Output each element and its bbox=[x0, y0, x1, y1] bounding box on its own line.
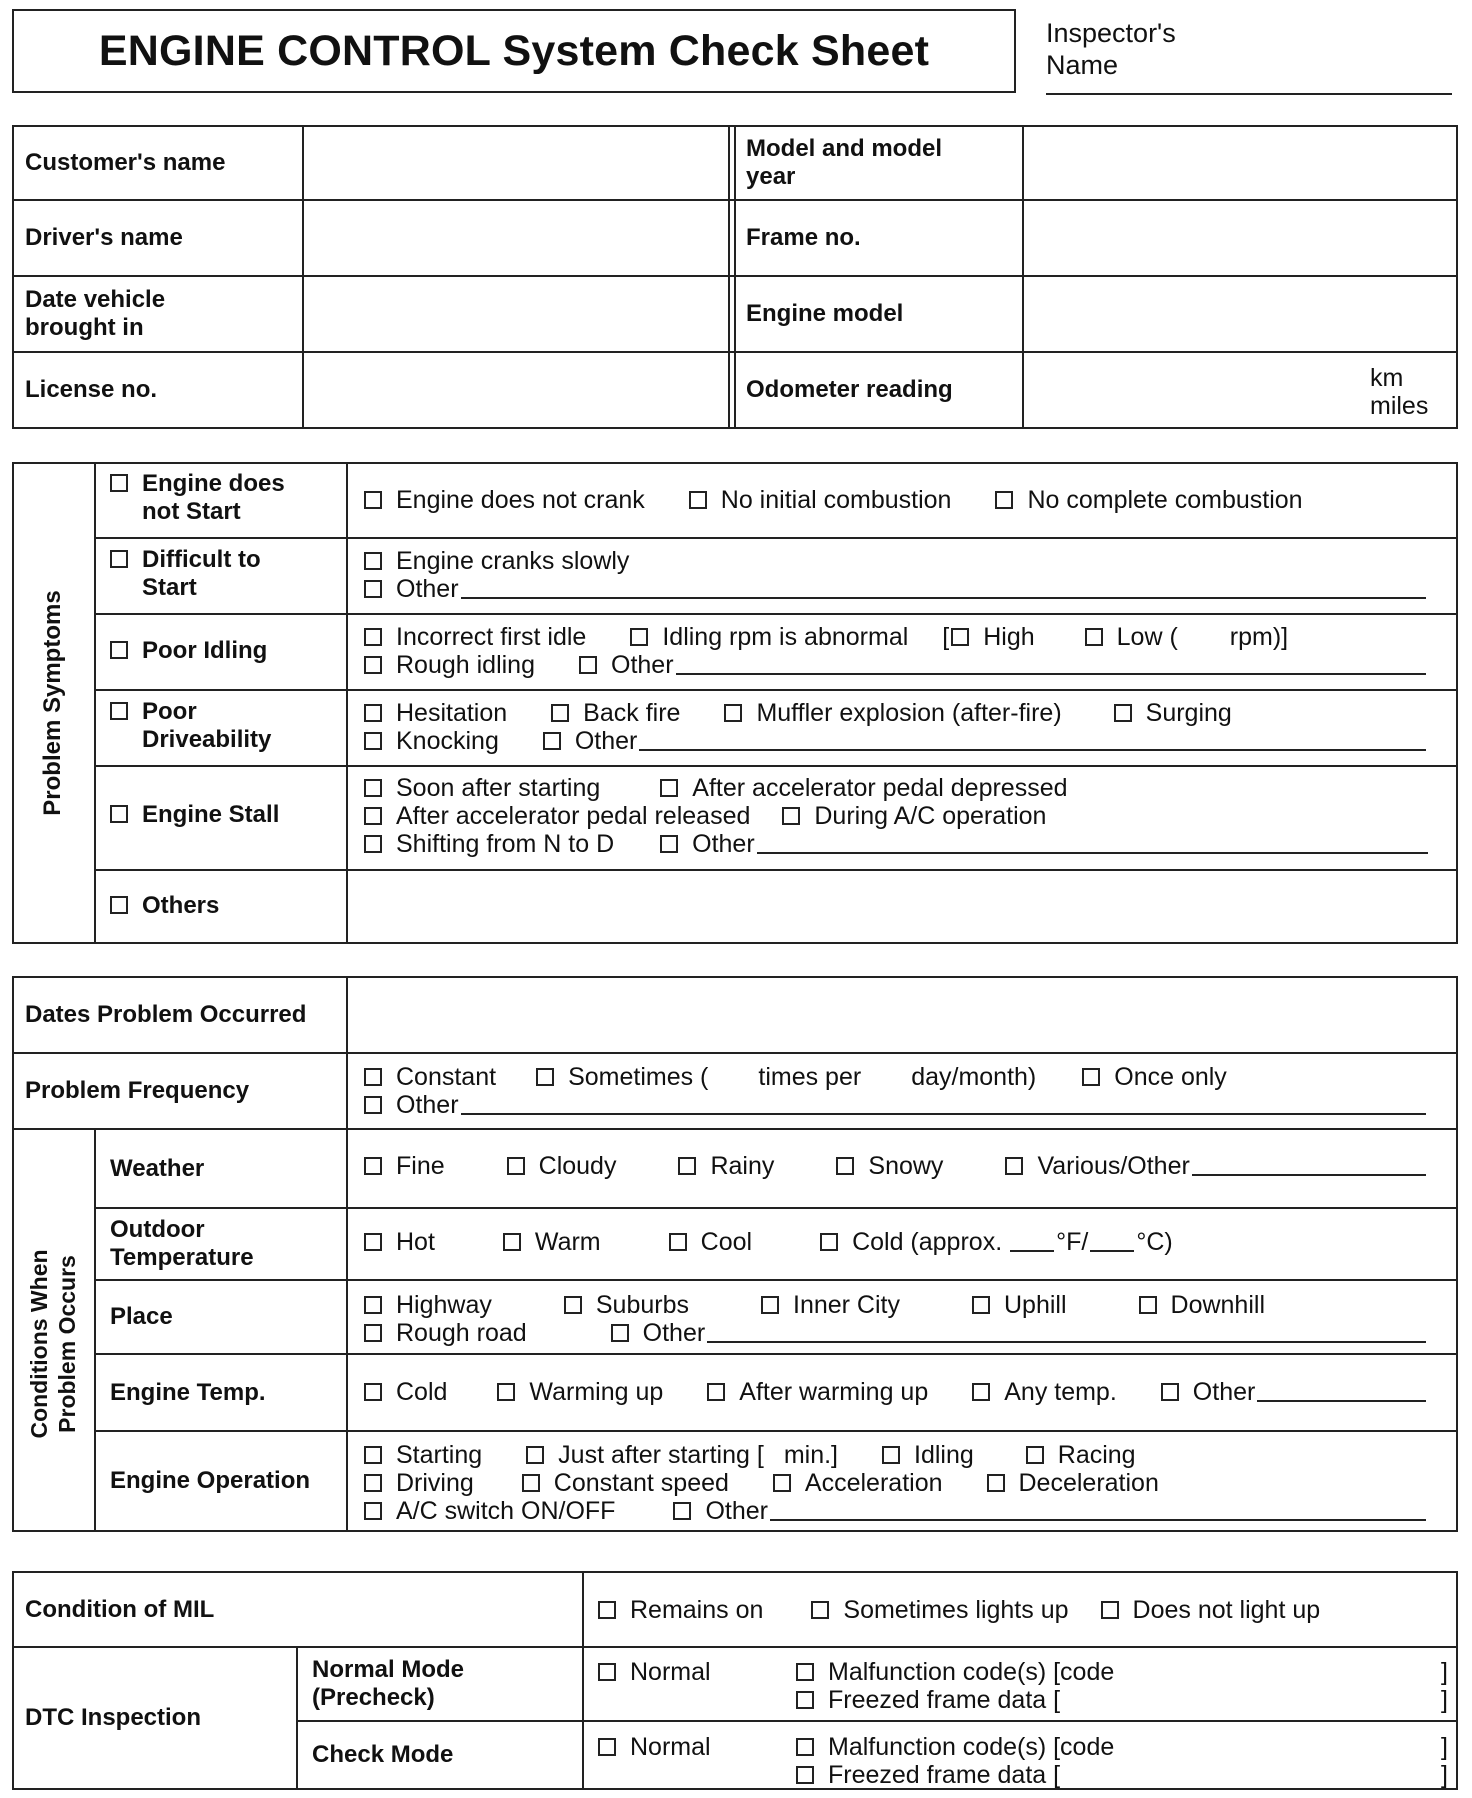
model-year-field[interactable] bbox=[1024, 127, 1456, 199]
option[interactable]: Any temp. bbox=[972, 1378, 1117, 1406]
option[interactable]: Knocking bbox=[364, 727, 499, 755]
title-box bbox=[12, 9, 1016, 93]
outdoor-temp-label: Outdoor Temperature bbox=[110, 1216, 254, 1271]
option[interactable]: Remains on bbox=[598, 1596, 763, 1624]
option[interactable]: Downhill bbox=[1139, 1291, 1265, 1319]
symptom-poor-idling[interactable]: Poor Idling bbox=[110, 637, 340, 665]
option[interactable]: Rough idling bbox=[364, 651, 535, 679]
option[interactable]: Idling rpm is abnormal bbox=[630, 623, 908, 651]
engine-model-field[interactable] bbox=[1024, 277, 1456, 351]
drivers-name-label: Driver's name bbox=[25, 224, 183, 251]
option[interactable]: Rainy bbox=[678, 1152, 774, 1180]
engine-temp-options bbox=[364, 1378, 1426, 1406]
normal-mode-label: Normal Mode (Precheck) bbox=[312, 1656, 465, 1711]
option[interactable]: Various/Other bbox=[1005, 1152, 1189, 1180]
symptom-options-no-start bbox=[364, 486, 1444, 514]
option[interactable]: Racing bbox=[1026, 1441, 1136, 1469]
fill-line[interactable] bbox=[707, 1323, 1426, 1343]
option-freezed-frame[interactable]: Freezed frame data [ bbox=[796, 1686, 1060, 1714]
license-no-field[interactable] bbox=[304, 353, 728, 427]
option[interactable]: Engine cranks slowly bbox=[364, 547, 629, 575]
checkbox[interactable] bbox=[110, 474, 128, 492]
option[interactable]: Just after starting [ bbox=[526, 1441, 764, 1469]
option[interactable]: Back fire bbox=[551, 699, 680, 727]
option[interactable]: Muffler explosion (after-fire) bbox=[724, 699, 1061, 727]
inspector-name-field[interactable] bbox=[1046, 17, 1452, 95]
engine-operation-label: Engine Operation bbox=[110, 1467, 311, 1494]
option[interactable]: Rough road bbox=[364, 1319, 527, 1347]
option[interactable]: Other bbox=[579, 651, 674, 679]
mil-condition-label: Condition of MIL bbox=[25, 1595, 215, 1623]
place-options bbox=[364, 1291, 1426, 1347]
option[interactable]: During A/C operation bbox=[782, 802, 1046, 830]
option[interactable]: Starting bbox=[364, 1441, 482, 1469]
weather-options bbox=[364, 1152, 1426, 1180]
option[interactable]: Engine does not crank bbox=[364, 486, 645, 514]
option[interactable]: Surging bbox=[1114, 699, 1232, 727]
page-title: ENGINE CONTROL System Check Sheet bbox=[98, 26, 930, 75]
option[interactable]: Sometimes lights up bbox=[811, 1596, 1068, 1624]
symptom-options-stall bbox=[364, 774, 1428, 858]
symptom-options-idling: Incorrect first idle Idling rpm is abnormal [ High Low ( rpm)] Rough idling Other bbox=[364, 623, 1426, 679]
option-sometimes[interactable]: Sometimes ( bbox=[536, 1063, 708, 1091]
frame-no-field[interactable] bbox=[1024, 201, 1456, 275]
option[interactable]: Other bbox=[611, 1319, 706, 1347]
outdoor-temp-options bbox=[364, 1228, 1426, 1256]
option[interactable]: Uphill bbox=[972, 1291, 1067, 1319]
symptom-options-driveability bbox=[364, 699, 1426, 755]
option-malfunction[interactable]: Malfunction code(s) [code bbox=[796, 1733, 1114, 1761]
license-no-label: License no. bbox=[25, 376, 158, 403]
option[interactable]: Idling bbox=[882, 1441, 974, 1469]
option[interactable]: Other bbox=[673, 1497, 768, 1525]
option[interactable]: Cold bbox=[364, 1378, 447, 1406]
option[interactable]: Highway bbox=[364, 1291, 492, 1319]
checkbox[interactable] bbox=[110, 805, 128, 823]
check-mode-label: Check Mode bbox=[312, 1741, 454, 1768]
fill-line[interactable] bbox=[1192, 1156, 1426, 1176]
option[interactable]: Other bbox=[660, 830, 755, 858]
option[interactable]: Soon after starting bbox=[364, 774, 600, 802]
option-freezed-frame[interactable]: Freezed frame data [ bbox=[796, 1761, 1060, 1789]
option[interactable]: Snowy bbox=[836, 1152, 943, 1180]
fill-line[interactable] bbox=[676, 655, 1426, 675]
option[interactable]: No complete combustion bbox=[995, 486, 1302, 514]
place-label: Place bbox=[110, 1303, 173, 1330]
problem-symptoms-label: Problem Symptoms bbox=[39, 590, 66, 816]
option[interactable]: After accelerator pedal released bbox=[364, 802, 750, 830]
option[interactable]: Does not light up bbox=[1101, 1596, 1321, 1624]
option[interactable]: Inner City bbox=[761, 1291, 900, 1319]
engine-model-label: Engine model bbox=[746, 300, 904, 327]
checkbox[interactable] bbox=[110, 702, 128, 720]
odometer-label: Odometer reading bbox=[746, 376, 953, 403]
bracket: ] bbox=[1441, 1761, 1448, 1789]
option[interactable]: Cool bbox=[669, 1228, 752, 1256]
mil-options bbox=[598, 1596, 1448, 1624]
option-once-only[interactable]: Once only bbox=[1082, 1063, 1227, 1091]
fill-line[interactable] bbox=[461, 1095, 1426, 1115]
date-brought-in-field[interactable] bbox=[304, 277, 728, 351]
option-other[interactable]: Other bbox=[364, 1091, 459, 1119]
fill-line[interactable] bbox=[757, 834, 1428, 854]
frame-no-label: Frame no. bbox=[746, 224, 861, 251]
option[interactable]: Shifting from N to D bbox=[364, 830, 614, 858]
option[interactable]: Suburbs bbox=[564, 1291, 689, 1319]
option[interactable]: Warming up bbox=[497, 1378, 663, 1406]
minutes-text: min.] bbox=[783, 1441, 838, 1469]
dtc-inspection-label: DTC Inspection bbox=[25, 1704, 202, 1731]
option[interactable]: A/C switch ON/OFF bbox=[364, 1497, 615, 1525]
option[interactable]: Warm bbox=[503, 1228, 601, 1256]
day-month-text: day/month) bbox=[911, 1063, 1037, 1091]
option[interactable]: Low ( bbox=[1085, 623, 1178, 651]
option[interactable]: Other bbox=[1161, 1378, 1256, 1406]
bracket: ] bbox=[1441, 1658, 1448, 1686]
odometer-miles-unit: miles bbox=[1370, 392, 1429, 420]
bracket: ] bbox=[1441, 1686, 1448, 1714]
checkbox[interactable] bbox=[110, 896, 128, 914]
symptom-options-difficult bbox=[364, 547, 1426, 603]
conditions-section-label: Conditions When Problem Occurs bbox=[26, 1249, 80, 1439]
frequency-options bbox=[364, 1063, 1426, 1119]
fill-line[interactable] bbox=[1257, 1382, 1426, 1402]
temp-c-blank[interactable] bbox=[1090, 1232, 1134, 1252]
option-normal[interactable]: Normal bbox=[598, 1733, 796, 1761]
option[interactable]: No initial combustion bbox=[689, 486, 952, 514]
customer-name-field[interactable] bbox=[304, 127, 728, 199]
option[interactable]: Other bbox=[543, 727, 638, 755]
problem-frequency-label: Problem Frequency bbox=[25, 1077, 250, 1104]
option[interactable]: Driving bbox=[364, 1469, 474, 1497]
option[interactable]: Hesitation bbox=[364, 699, 507, 727]
symptom-engine-stall[interactable]: Engine Stall bbox=[110, 801, 340, 829]
engine-operation-options bbox=[364, 1441, 1426, 1525]
option[interactable]: Other bbox=[364, 575, 459, 603]
option[interactable]: Acceleration bbox=[773, 1469, 943, 1497]
fill-line[interactable] bbox=[461, 579, 1426, 599]
option[interactable]: Incorrect first idle bbox=[364, 623, 586, 651]
option-normal[interactable]: Normal bbox=[598, 1658, 796, 1686]
engine-temp-label: Engine Temp. bbox=[110, 1378, 266, 1406]
symptom-others[interactable]: Others bbox=[110, 892, 340, 920]
temp-c-unit: °C) bbox=[1136, 1228, 1173, 1256]
option[interactable]: Hot bbox=[364, 1228, 435, 1256]
date-brought-in-label: Date vehicle brought in bbox=[25, 286, 166, 341]
fill-line[interactable] bbox=[770, 1501, 1426, 1521]
option[interactable]: Fine bbox=[364, 1152, 445, 1180]
checkbox[interactable] bbox=[110, 550, 128, 568]
option[interactable]: Cloudy bbox=[507, 1152, 617, 1180]
temp-f-unit: °F/ bbox=[1056, 1228, 1089, 1256]
dates-occurred-field[interactable] bbox=[348, 978, 1456, 1052]
option[interactable]: High bbox=[951, 623, 1034, 651]
option[interactable]: After warming up bbox=[707, 1378, 928, 1406]
check-mode-options bbox=[598, 1733, 1448, 1789]
bracket: ] bbox=[1441, 1733, 1448, 1761]
model-year-label: Model and model year bbox=[746, 135, 943, 190]
dates-occurred-label: Dates Problem Occurred bbox=[25, 1001, 307, 1028]
odometer-km-unit: km bbox=[1370, 364, 1404, 392]
option[interactable]: Cold (approx. bbox=[820, 1228, 1002, 1256]
option-malfunction[interactable]: Malfunction code(s) [code bbox=[796, 1658, 1114, 1686]
times-per-text: times per bbox=[758, 1063, 862, 1091]
weather-label: Weather bbox=[110, 1154, 205, 1182]
temp-f-blank[interactable] bbox=[1010, 1232, 1054, 1252]
inspector-label: Inspector's Name bbox=[1046, 18, 1176, 80]
checkbox[interactable] bbox=[110, 641, 128, 659]
drivers-name-field[interactable] bbox=[304, 201, 728, 275]
option-constant[interactable]: Constant bbox=[364, 1063, 496, 1091]
symptom-poor-driveability[interactable]: Poor Driveability bbox=[110, 698, 340, 754]
symptom-difficult-start[interactable]: Difficult to Start bbox=[110, 546, 340, 602]
symptom-engine-not-start[interactable]: Engine does not Start bbox=[110, 470, 340, 526]
others-field[interactable] bbox=[348, 871, 1456, 942]
option[interactable]: Deceleration bbox=[987, 1469, 1159, 1497]
option[interactable]: Constant speed bbox=[522, 1469, 729, 1497]
fill-line[interactable] bbox=[639, 731, 1426, 751]
option[interactable]: After accelerator pedal depressed bbox=[660, 774, 1067, 802]
normal-mode-options bbox=[598, 1658, 1448, 1714]
customer-name-label: Customer's name bbox=[25, 149, 226, 176]
